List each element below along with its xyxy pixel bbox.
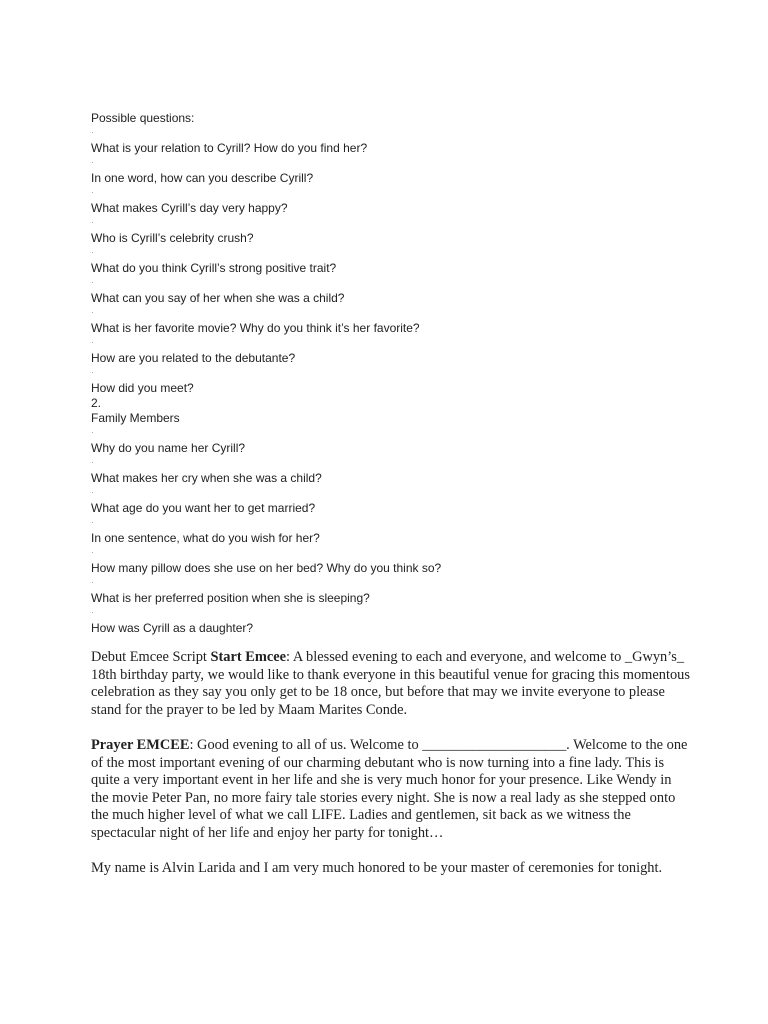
question-item: What is her favorite movie? Why do you think it’s her favorite? — [91, 321, 420, 335]
bullet-marker: · — [91, 518, 94, 527]
question-item: How are you related to the debutante? — [91, 351, 296, 365]
emcee-script — [91, 649, 691, 896]
script-intro-text: Debut Emcee Script — [91, 649, 211, 665]
script-paragraph-intro: My name is Alvin Larida and I am very much honored to be your master of ceremonies for tonight. — [91, 860, 663, 876]
bullet-marker: · — [91, 458, 94, 467]
bullet-marker: · — [91, 428, 94, 437]
bullet-marker: · — [91, 308, 94, 317]
start-emcee-text: : A blessed evening to each and everyone, and welcome to _Gwyn’s_ 18th birthday party, we would like to thank everyone in this beautiful venue for gracing this momentous celebration as they say you only get to be 18 once, but before that may we invite everyone to please stand for the prayer to be led by Maam Marites Conde. — [91, 649, 690, 718]
bullet-marker: · — [91, 218, 94, 227]
question-item: What is your relation to Cyrill? How do you find her? — [91, 141, 368, 155]
section-number: 2. — [91, 396, 102, 410]
question-item: What makes her cry when she was a child? — [91, 471, 322, 485]
script-paragraph-prayer — [91, 737, 691, 842]
bullet-marker: · — [91, 368, 94, 377]
question-item: How was Cyrill as a daughter? — [91, 621, 254, 635]
prayer-emcee-text: : Good evening to all of us. Welcome to ____________________. Welcome to the one of the most important evening of our charming debutant who is now turning into a fine lady. This is quite a very important event in her life and she is very much honor for your presence. Like Wendy in the movie Peter Pan, no more fairy tale stories every night. She is now a real lady as she stepped onto the much higher level of what we call LIFE. Ladies and gentlemen, sit back as we witness the spectacular night of her life and enjoy her party for tonight… — [91, 737, 688, 841]
question-item: How did you meet? — [91, 381, 194, 395]
bullet-marker: · — [91, 128, 94, 137]
question-item: Why do you name her Cyrill? — [91, 441, 246, 455]
question-item: Who is Cyrill’s celebrity crush? — [91, 231, 254, 245]
section-heading: Possible questions: — [91, 111, 195, 125]
question-item: In one sentence, what do you wish for her? — [91, 531, 320, 545]
bullet-marker: · — [91, 278, 94, 287]
script-paragraph-start — [91, 649, 691, 719]
prayer-emcee-label: Prayer EMCEE — [91, 737, 190, 753]
bullet-marker: · — [91, 188, 94, 197]
bullet-marker: · — [91, 158, 94, 167]
question-item: In one word, how can you describe Cyrill? — [91, 171, 314, 185]
bullet-marker: · — [91, 338, 94, 347]
questions-section — [91, 111, 691, 636]
question-item: What can you say of her when she was a child? — [91, 291, 345, 305]
question-item: What makes Cyrill’s day very happy? — [91, 201, 288, 215]
question-item: How many pillow does she use on her bed? Why do you think so? — [91, 561, 442, 575]
section-title: Family Members — [91, 411, 180, 425]
start-emcee-label: Start Emcee — [210, 649, 287, 665]
question-item: What is her preferred position when she is sleeping? — [91, 591, 370, 605]
bullet-marker: · — [91, 608, 94, 617]
bullet-marker: · — [91, 548, 94, 557]
bullet-marker: · — [91, 488, 94, 497]
bullet-marker: · — [91, 248, 94, 257]
question-item: What do you think Cyrill’s strong positive trait? — [91, 261, 337, 275]
bullet-marker: · — [91, 578, 94, 587]
question-item: What age do you want her to get married? — [91, 501, 316, 515]
